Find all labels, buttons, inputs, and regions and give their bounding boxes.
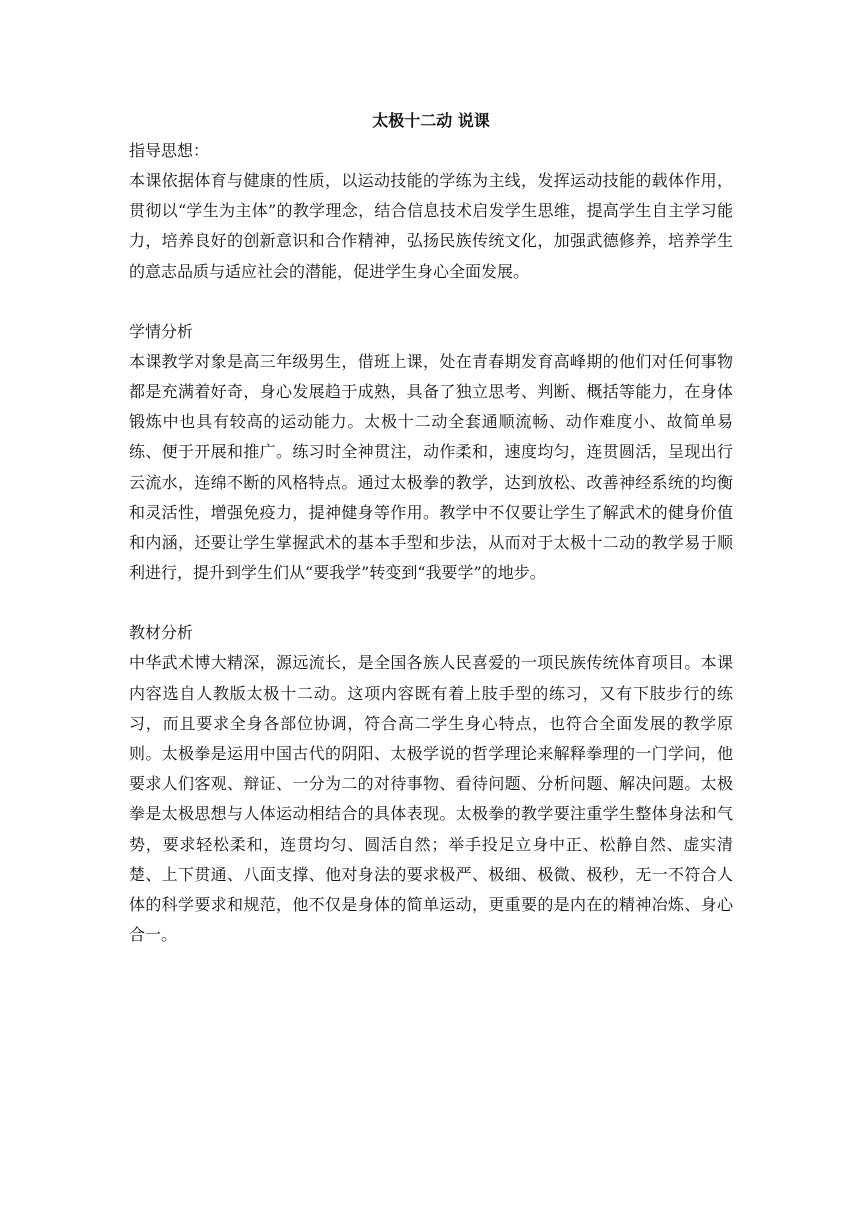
- section-material-analysis: [129, 618, 733, 950]
- section-paragraph: 本课教学对象是高三年级男生，借班上课，处在青春期发育高峰期的他们对任何事物都是充满着好奇，身心发展趋于成熟，具备了独立思考、判断、概括等能力，在身体锻炼中也具有较高的运动能力。太极十二动全套通顺流畅、动作难度小、故简单易练、便于开展和推广。练习时全神贯注，动作柔和，速度均匀，连贯圆活，呈现出行云流水，连绵不断的风格特点。通过太极拳的教学，达到放松、改善神经系统的均衡和灵活性，增强免疫力，提神健身等作用。教学中不仅要让学生了解武术的健身价值和内涵，还要让学生掌握武术的基本手型和步法，从而对于太极十二动的教学易于顺利进行，提升到学生们从“要我学”转变到“我要学”的地步。: [129, 351, 733, 583]
- document-page: [129, 106, 733, 950]
- section-heading: 指导思想：: [129, 141, 210, 160]
- blank-line: [129, 287, 733, 317]
- document-title: 太极十二动 说课: [372, 111, 490, 130]
- section-paragraph: 本课依据体育与健康的性质，以运动技能的学练为主线，发挥运动技能的载体作用，贯彻以“学生为主体”的教学理念，结合信息技术启发学生思维，提高学生自主学习能力，培养良好的创新意识和合作精神，弘扬民族传统文化，加强武德修养，培养学生的意志品质与适应社会的潜能，促进学生身心全面发展。: [129, 171, 733, 281]
- section-heading: 教材分析: [129, 623, 194, 643]
- blank-line: [129, 588, 733, 618]
- section-student-analysis: [129, 317, 733, 589]
- section-guiding-thought: [129, 136, 733, 287]
- section-heading: 学情分析: [129, 321, 194, 341]
- section-paragraph: 中华武术博大精深，源远流长，是全国各族人民喜爱的一项民族传统体育项目。本课内容选自人教版太极十二动。这项内容既有着上肢手型的练习，又有下肢步行的练习，而且要求全身各部位协调，符合高二学生身心特点，也符合全面发展的教学原则。太极拳是运用中国古代的阴阳、太极学说的哲学理论来解释拳理的一门学问，他要求人们客观、辩证、一分为二的对待事物、看待问题、分析问题、解决问题。太极拳是太极思想与人体运动相结合的具体表现。太极拳的教学要注重学生整体身法和气势，要求轻松柔和，连贯均匀、圆活自然；举手投足立身中正、松静自然、虚实清楚、上下贯通、八面支撑、他对身法的要求极严、极细、极微、极秒，无一不符合人体的科学要求和规范，他不仅是身体的简单运动，更重要的是内在的精神冶炼、身心合一。: [129, 653, 733, 945]
